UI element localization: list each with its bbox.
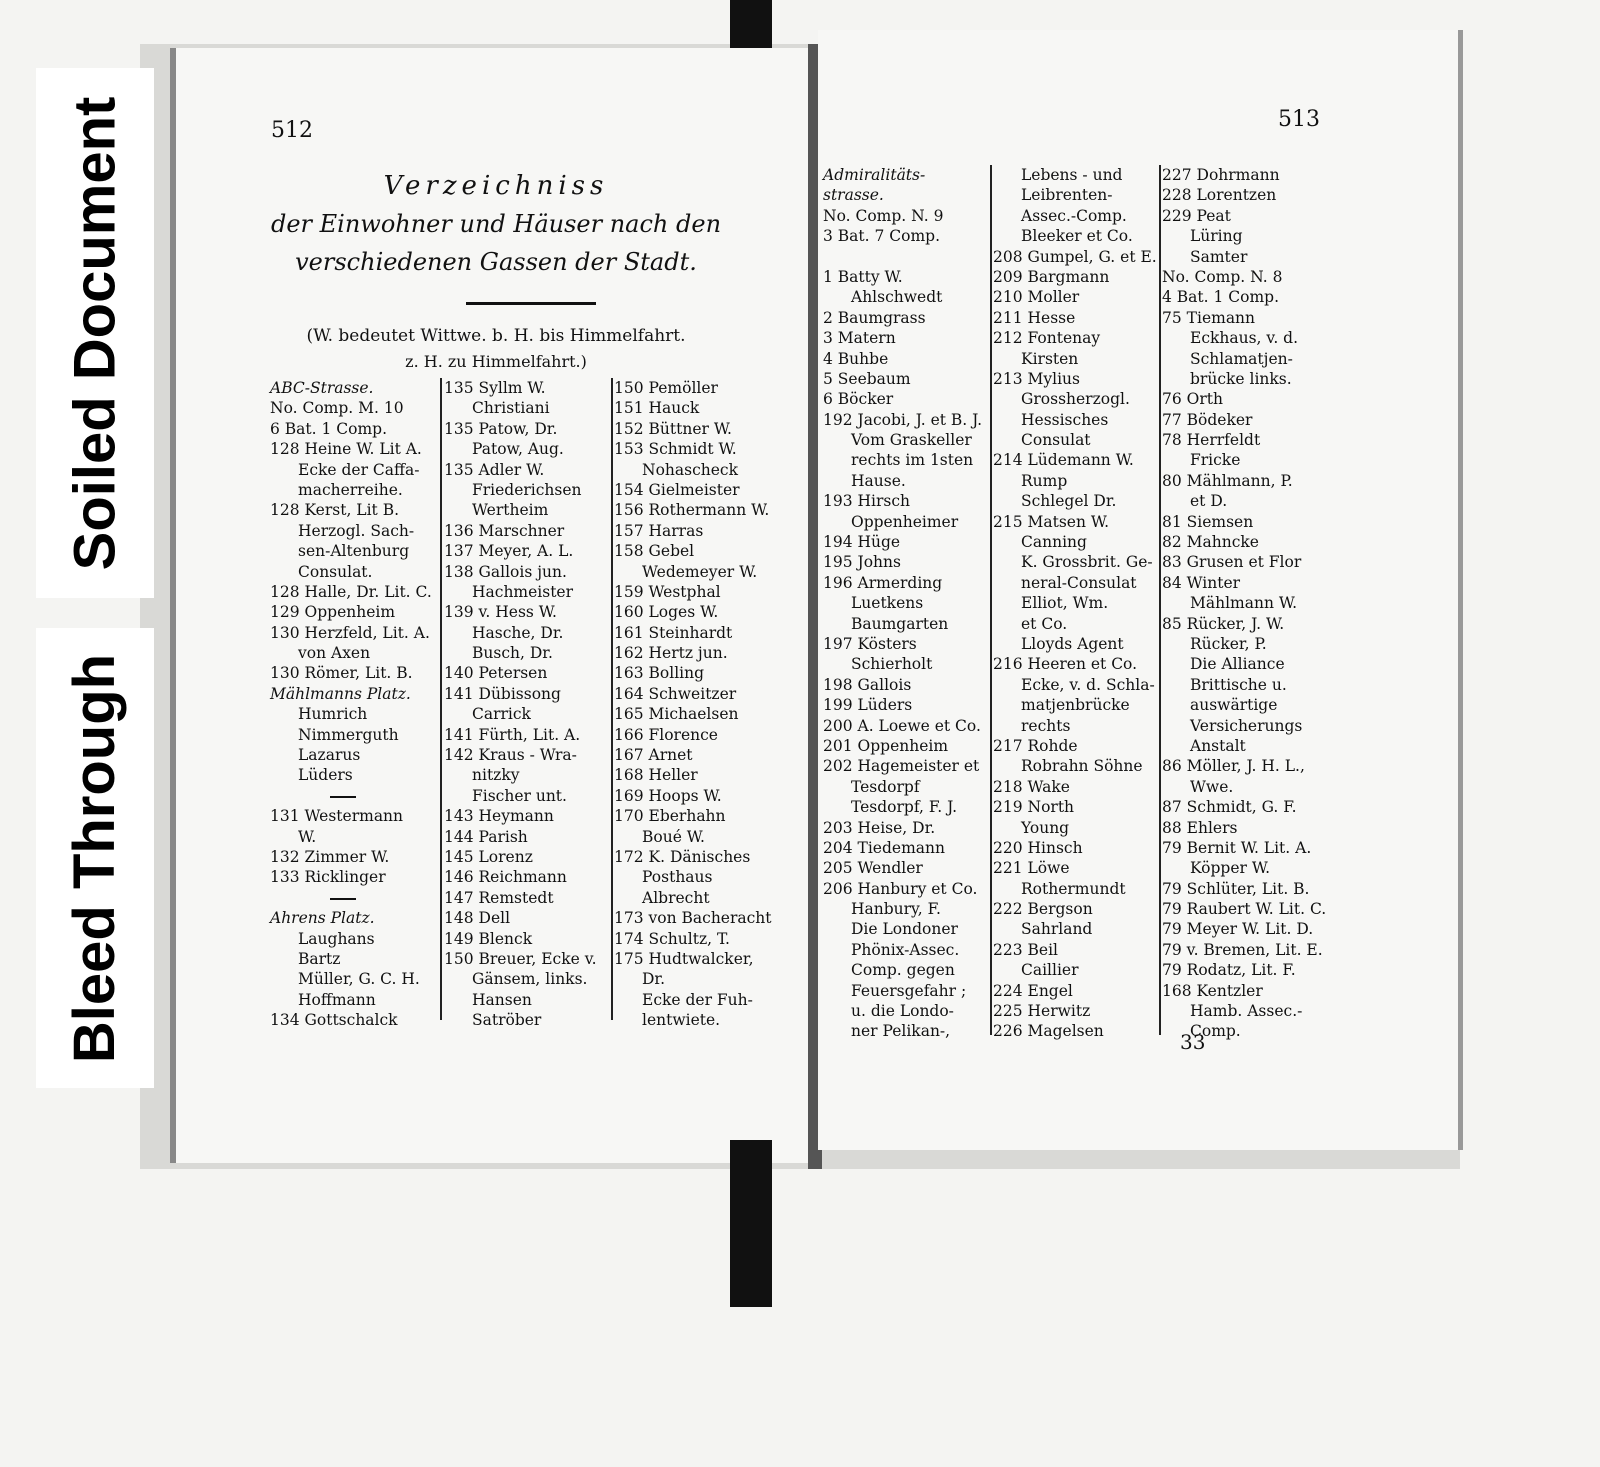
entry-line: sen-Altenburg: [298, 542, 410, 561]
entry-line: 4 Buhbe: [823, 349, 889, 368]
entry-line: 78 Herrfeldt: [1162, 431, 1261, 450]
entry-line: Bleeker et Co.: [1021, 227, 1133, 246]
entry-line: Schlegel Dr.: [1021, 492, 1117, 511]
entry-line: Versicherungs: [1190, 716, 1303, 735]
entry-line: Busch, Dr.: [472, 644, 553, 663]
entry-line: 218 Wake: [993, 777, 1070, 796]
entry-line: 142 Kraus - Wra-: [444, 746, 577, 765]
entry-line: 172 K. Dänisches: [614, 847, 751, 866]
entry-line: 169 Hoops W.: [614, 786, 722, 805]
entry-line: Tesdorpf, F. J.: [851, 798, 958, 817]
entry-line: Samter: [1190, 247, 1248, 266]
entry-line: Schlamatjen-: [1190, 349, 1293, 368]
entry-line: 204 Tiedemann: [823, 838, 945, 857]
right-page: [818, 30, 1463, 1150]
entry-line: 216 Heeren et Co.: [993, 655, 1138, 674]
entry-line: Ahrens Platz.: [270, 909, 375, 928]
signature-mark: 33: [1180, 1030, 1206, 1054]
entry-line: 2 Baumgrass: [823, 308, 926, 327]
entry-line: lentwiete.: [642, 1011, 721, 1030]
left-page: [170, 48, 816, 1163]
entry-line: Mählmann W.: [1190, 594, 1298, 613]
entry-line: Consulat.: [298, 562, 373, 581]
column-divider: [611, 378, 613, 1020]
entry-line: 160 Loges W.: [614, 603, 719, 622]
entry-line: Rothermundt: [1021, 879, 1126, 898]
entry-line: strasse.: [823, 186, 884, 205]
entry-line: 156 Rothermann W.: [614, 501, 770, 520]
entry-line: 79 Schlüter, Lit. B.: [1162, 879, 1310, 898]
entry-line: [823, 247, 989, 267]
entry-line: 147 Remstedt: [444, 888, 554, 907]
entry-line: 158 Gebel: [614, 542, 695, 561]
entry-line: Elliot, Wm.: [1021, 594, 1109, 613]
entry-line: Ecke, v. d. Schla-: [1021, 675, 1155, 694]
entry-line: Dr.: [642, 970, 666, 989]
page-title: Verzeichniss: [383, 171, 609, 201]
entry-line: 87 Schmidt, G. F.: [1162, 798, 1297, 817]
entry-line: Rücker, P.: [1190, 634, 1267, 653]
entry-line: Nohascheck: [642, 460, 738, 479]
entry-line: 129 Oppenheim: [270, 603, 396, 622]
entry-line: rechts: [1021, 716, 1071, 735]
entry-line: 136 Marschner: [444, 521, 565, 540]
column-divider: [1159, 165, 1161, 1035]
entry-line: Lloyds Agent: [1021, 634, 1124, 653]
entry-line: Mählmanns Platz.: [270, 684, 411, 703]
entry-line: 226 Magelsen: [993, 1022, 1104, 1041]
entry-line: 146 Reichmann: [444, 868, 567, 887]
entry-line: 164 Schweitzer: [614, 684, 737, 703]
entry-line: Lüring: [1190, 227, 1243, 246]
entry-line: 170 Eberhahn: [614, 807, 726, 826]
entry-line: et D.: [1190, 492, 1228, 511]
entry-line: Lüders: [298, 766, 353, 785]
entry-line: Satröber: [472, 1011, 542, 1030]
entry-line: rechts im 1sten: [851, 451, 974, 470]
entry-line: 224 Engel: [993, 981, 1073, 1000]
left-column-1: [270, 378, 438, 1031]
entry-line: 4 Bat. 1 Comp.: [1162, 288, 1280, 307]
entry-line: 140 Petersen: [444, 664, 548, 683]
entry-line: Hoffmann: [298, 990, 376, 1009]
entry-line: Die Londoner: [851, 920, 958, 939]
entry-line: 82 Mahncke: [1162, 533, 1259, 552]
entry-line: 81 Siemsen: [1162, 512, 1254, 531]
entry-line: K. Grossbrit. Ge-: [1021, 553, 1153, 572]
entry-line: Phönix-Assec.: [851, 940, 960, 959]
entry-line: 219 North: [993, 798, 1075, 817]
entry-line: 194 Hüge: [823, 533, 901, 552]
entry-line: 225 Herwitz: [993, 1002, 1091, 1021]
entry-line: Hause.: [851, 471, 906, 490]
entry-line: 79 Bernit W. Lit. A.: [1162, 838, 1312, 857]
entry-line: 222 Bergson: [993, 900, 1093, 919]
entry-line: No. Comp. M. 10: [270, 399, 404, 418]
entry-line: 132 Zimmer W.: [270, 847, 390, 866]
entry-line: macherreihe.: [298, 480, 403, 499]
entry-line: 79 Rodatz, Lit. F.: [1162, 961, 1296, 980]
entry-line: Baumgarten: [851, 614, 949, 633]
entry-line: Vom Graskeller: [851, 431, 972, 450]
entry-line: Brittische u.: [1190, 675, 1287, 694]
entry-line: 206 Hanbury et Co.: [823, 879, 978, 898]
entry-line: Young: [1021, 818, 1070, 837]
entry-line: 131 Westermann: [270, 807, 404, 826]
entry-line: Hessisches: [1021, 410, 1109, 429]
entry-line: Müller, G. C. H.: [298, 970, 420, 989]
entry-line: Comp. gegen: [851, 961, 955, 980]
entry-line: 152 Büttner W.: [614, 419, 732, 438]
entry-line: 139 v. Hess W.: [444, 603, 557, 622]
entry-line: u. die Londo-: [851, 1002, 954, 1021]
left-column-2: [444, 378, 610, 1031]
soiled-document-label: Soiled Document: [36, 68, 154, 598]
entry-line: 149 Blenck: [444, 929, 533, 948]
abbreviation-note-1: (W. bedeutet Wittwe. b. H. bis Himmelfahrt.: [306, 326, 686, 346]
entry-line: 153 Schmidt W.: [614, 440, 737, 459]
entry-line: 77 Bödeker: [1162, 410, 1253, 429]
entry-line: Ahlschwedt: [851, 288, 943, 307]
entry-line: Christiani: [472, 399, 550, 418]
entry-line: Feuersgefahr ;: [851, 981, 967, 1000]
entry-line: 193 Hirsch: [823, 492, 911, 511]
entry-line: Caillier: [1021, 961, 1079, 980]
entry-line: 192 Jacobi, J. et B. J.: [823, 410, 983, 429]
entry-line: Hachmeister: [472, 582, 574, 601]
entry-line: 227 Dohrmann: [1162, 166, 1280, 184]
entry-line: et Co.: [1021, 614, 1068, 633]
entry-line: auswärtige: [1190, 696, 1278, 715]
entry-line: 85 Rücker, J. W.: [1162, 614, 1285, 633]
entry-line: 88 Ehlers: [1162, 818, 1238, 837]
entry-line: 210 Moller: [993, 288, 1080, 307]
entry-line: 195 Johns: [823, 553, 901, 572]
entry-line: Eckhaus, v. d.: [1190, 329, 1299, 348]
entry-line: neral-Consulat: [1021, 573, 1137, 592]
entry-line: Patow, Aug.: [472, 440, 564, 459]
entry-line: 174 Schultz, T.: [614, 929, 730, 948]
entry-line: 1 Batty W.: [823, 267, 903, 286]
entry-line: 145 Lorenz: [444, 847, 533, 866]
right-column-2: [993, 165, 1158, 1042]
entry-line: Oppenheimer: [851, 512, 959, 531]
entry-line: Köpper W.: [1190, 859, 1270, 878]
entry-line: 151 Hauck: [614, 399, 700, 418]
entry-line: 159 Westphal: [614, 582, 721, 601]
entry-line: Tesdorpf: [851, 777, 920, 796]
entry-line: Wertheim: [472, 501, 549, 520]
entry-line: 128 Halle, Dr. Lit. C.: [270, 582, 432, 601]
entry-line: 205 Wendler: [823, 859, 923, 878]
entry-line: 168 Heller: [614, 766, 698, 785]
entry-line: 200 A. Loewe et Co.: [823, 716, 981, 735]
entry-line: Canning: [1021, 533, 1087, 552]
entry-line: Luetkens: [851, 594, 924, 613]
entry-line: W.: [298, 827, 317, 846]
entry-line: 76 Orth: [1162, 390, 1223, 409]
entry-line: 135 Syllm W.: [444, 379, 546, 397]
entry-line: Nimmerguth: [298, 725, 399, 744]
entry-line: 141 Fürth, Lit. A.: [444, 725, 581, 744]
entry-line: Leibrenten-: [1021, 186, 1113, 205]
entry-line: Bartz: [298, 949, 341, 968]
entry-line: Robrahn Söhne: [1021, 757, 1143, 776]
left-column-3: [614, 378, 804, 1031]
entry-line: 208 Gumpel, G. et E.: [993, 247, 1157, 266]
entry-line: Hansen: [472, 990, 532, 1009]
entry-line: 79 Meyer W. Lit. D.: [1162, 920, 1314, 939]
entry-line: 134 Gottschalck: [270, 1011, 398, 1030]
entry-line: 214 Lüdemann W.: [993, 451, 1134, 470]
entry-line: 128 Heine W. Lit A.: [270, 440, 422, 459]
entry-line: Rump: [1021, 471, 1068, 490]
entry-line: Consulat: [1021, 431, 1091, 450]
entry-line: Kirsten: [1021, 349, 1079, 368]
entry-line: ABC-Strasse.: [270, 379, 374, 397]
entry-line: 79 Raubert W. Lit. C.: [1162, 900, 1327, 919]
entry-line: No. Comp. N. 9: [823, 206, 944, 225]
entry-line: 197 Kösters: [823, 634, 917, 653]
entry-line: Friederichsen: [472, 480, 582, 499]
right-column-3: [1162, 165, 1327, 1042]
entry-line: 133 Ricklinger: [270, 868, 386, 887]
right-column-1: [823, 165, 989, 1042]
entry-line: Fischer unt.: [472, 786, 567, 805]
page-subtitle-1: der Einwohner und Häuser nach den: [270, 210, 722, 238]
entry-line: Fricke: [1190, 451, 1241, 470]
entry-line: 229 Peat: [1162, 206, 1231, 225]
entry-line: Anstalt: [1190, 736, 1246, 755]
entry-line: matjenbrücke: [1021, 696, 1130, 715]
entry-line: 211 Hesse: [993, 308, 1076, 327]
entry-line: nitzky: [472, 766, 520, 785]
entry-line: 157 Harras: [614, 521, 704, 540]
entry-line: Gänsem, links.: [472, 970, 588, 989]
entry-line: 130 Herzfeld, Lit. A.: [270, 623, 430, 642]
entry-line: 137 Meyer, A. L.: [444, 542, 574, 561]
entry-line: 143 Heymann: [444, 807, 554, 826]
title-rule: [466, 302, 596, 305]
entry-line: Assec.-Comp.: [1021, 206, 1127, 225]
entry-line: Laughans: [298, 929, 375, 948]
abbreviation-note-2: z. H. zu Himmelfahrt.): [405, 352, 587, 371]
entry-line: 150 Pemöller: [614, 379, 718, 397]
entry-line: Posthaus: [642, 868, 713, 887]
entry-line: 128 Kerst, Lit B.: [270, 501, 400, 520]
entry-line: Albrecht: [642, 888, 710, 907]
entry-line: [270, 786, 438, 806]
entry-line: Die Alliance: [1190, 655, 1285, 674]
entry-line: Hasche, Dr.: [472, 623, 564, 642]
entry-line: 163 Bolling: [614, 664, 705, 683]
entry-line: 148 Dell: [444, 909, 511, 928]
bookmark-strip-top: [730, 0, 772, 50]
entry-line: 161 Steinhardt: [614, 623, 733, 642]
entry-line: [270, 888, 438, 908]
entry-line: Ecke der Caffa-: [298, 460, 420, 479]
entry-line: 135 Adler W.: [444, 460, 545, 479]
entry-line: 166 Florence: [614, 725, 718, 744]
entry-line: Lazarus: [298, 746, 361, 765]
entry-line: Humrich: [298, 705, 368, 724]
entry-line: von Axen: [298, 644, 371, 663]
entry-line: 202 Hagemeister et: [823, 757, 980, 776]
entry-line: 173 von Bacheracht: [614, 909, 772, 928]
bleed-through-label: Bleed Through: [36, 628, 154, 1088]
column-divider: [440, 378, 442, 1020]
entry-line: Sahrland: [1021, 920, 1093, 939]
entry-line: 221 Löwe: [993, 859, 1070, 878]
bookmark-strip-bottom: [730, 1140, 772, 1307]
entry-line: Grossherzogl.: [1021, 390, 1130, 409]
entry-line: Wedemeyer W.: [642, 562, 758, 581]
separator-dash: [330, 796, 356, 798]
entry-line: Lebens - und: [1021, 166, 1123, 184]
entry-line: Herzogl. Sach-: [298, 521, 415, 540]
entry-line: 79 v. Bremen, Lit. E.: [1162, 940, 1323, 959]
entry-line: brücke links.: [1190, 369, 1292, 388]
entry-line: 130 Römer, Lit. B.: [270, 664, 413, 683]
entry-line: 220 Hinsch: [993, 838, 1083, 857]
entry-line: Hamb. Assec.-: [1190, 1002, 1303, 1021]
entry-line: 6 Böcker: [823, 390, 894, 409]
entry-line: 86 Möller, J. H. L.,: [1162, 757, 1305, 776]
page-subtitle-2: verschiedenen Gassen der Stadt.: [295, 248, 697, 276]
entry-line: 223 Beil: [993, 940, 1058, 959]
entry-line: 196 Armerding: [823, 573, 943, 592]
entry-line: Carrick: [472, 705, 531, 724]
entry-line: 3 Matern: [823, 329, 896, 348]
entry-line: 150 Breuer, Ecke v.: [444, 949, 597, 968]
entry-line: 3 Bat. 7 Comp.: [823, 227, 941, 246]
entry-line: 5 Seebaum: [823, 369, 911, 388]
entry-line: 165 Michaelsen: [614, 705, 739, 724]
entry-line: 217 Rohde: [993, 736, 1078, 755]
entry-line: 175 Hudtwalcker,: [614, 949, 754, 968]
entry-line: 201 Oppenheim: [823, 736, 949, 755]
separator-dash: [330, 898, 356, 900]
entry-line: 162 Hertz jun.: [614, 644, 728, 663]
entry-line: Schierholt: [851, 655, 933, 674]
entry-line: 228 Lorentzen: [1162, 186, 1277, 205]
entry-line: 135 Patow, Dr.: [444, 419, 558, 438]
entry-line: 168 Kentzler: [1162, 981, 1263, 1000]
entry-line: 203 Heise, Dr.: [823, 818, 936, 837]
entry-line: 212 Fontenay: [993, 329, 1101, 348]
entry-line: 209 Bargmann: [993, 267, 1110, 286]
entry-line: No. Comp. N. 8: [1162, 267, 1283, 286]
entry-line: 6 Bat. 1 Comp.: [270, 419, 388, 438]
entry-line: ner Pelikan-,: [851, 1022, 951, 1041]
entry-line: 198 Gallois: [823, 675, 912, 694]
entry-line: 80 Mählmann, P.: [1162, 471, 1293, 490]
entry-line: 138 Gallois jun.: [444, 562, 567, 581]
entry-line: 83 Grusen et Flor: [1162, 553, 1302, 572]
entry-line: Hanbury, F.: [851, 900, 941, 919]
page-number: 513: [1278, 107, 1320, 132]
entry-line: 144 Parish: [444, 827, 528, 846]
entry-line: 215 Matsen W.: [993, 512, 1110, 531]
entry-line: Comp.: [1190, 1022, 1241, 1041]
column-divider: [990, 165, 992, 1035]
entry-line: 167 Arnet: [614, 746, 693, 765]
entry-line: 213 Mylius: [993, 369, 1080, 388]
entry-line: 199 Lüders: [823, 696, 913, 715]
entry-line: 154 Gielmeister: [614, 480, 740, 499]
entry-line: 141 Dübissong: [444, 684, 561, 703]
entry-line: 84 Winter: [1162, 573, 1241, 592]
entry-line: Ecke der Fuh-: [642, 990, 753, 1009]
entry-line: 75 Tiemann: [1162, 308, 1256, 327]
entry-line: Admiralitäts-: [823, 166, 926, 184]
page-number: 512: [271, 118, 313, 143]
entry-line: Boué W.: [642, 827, 705, 846]
entry-line: Wwe.: [1190, 777, 1234, 796]
